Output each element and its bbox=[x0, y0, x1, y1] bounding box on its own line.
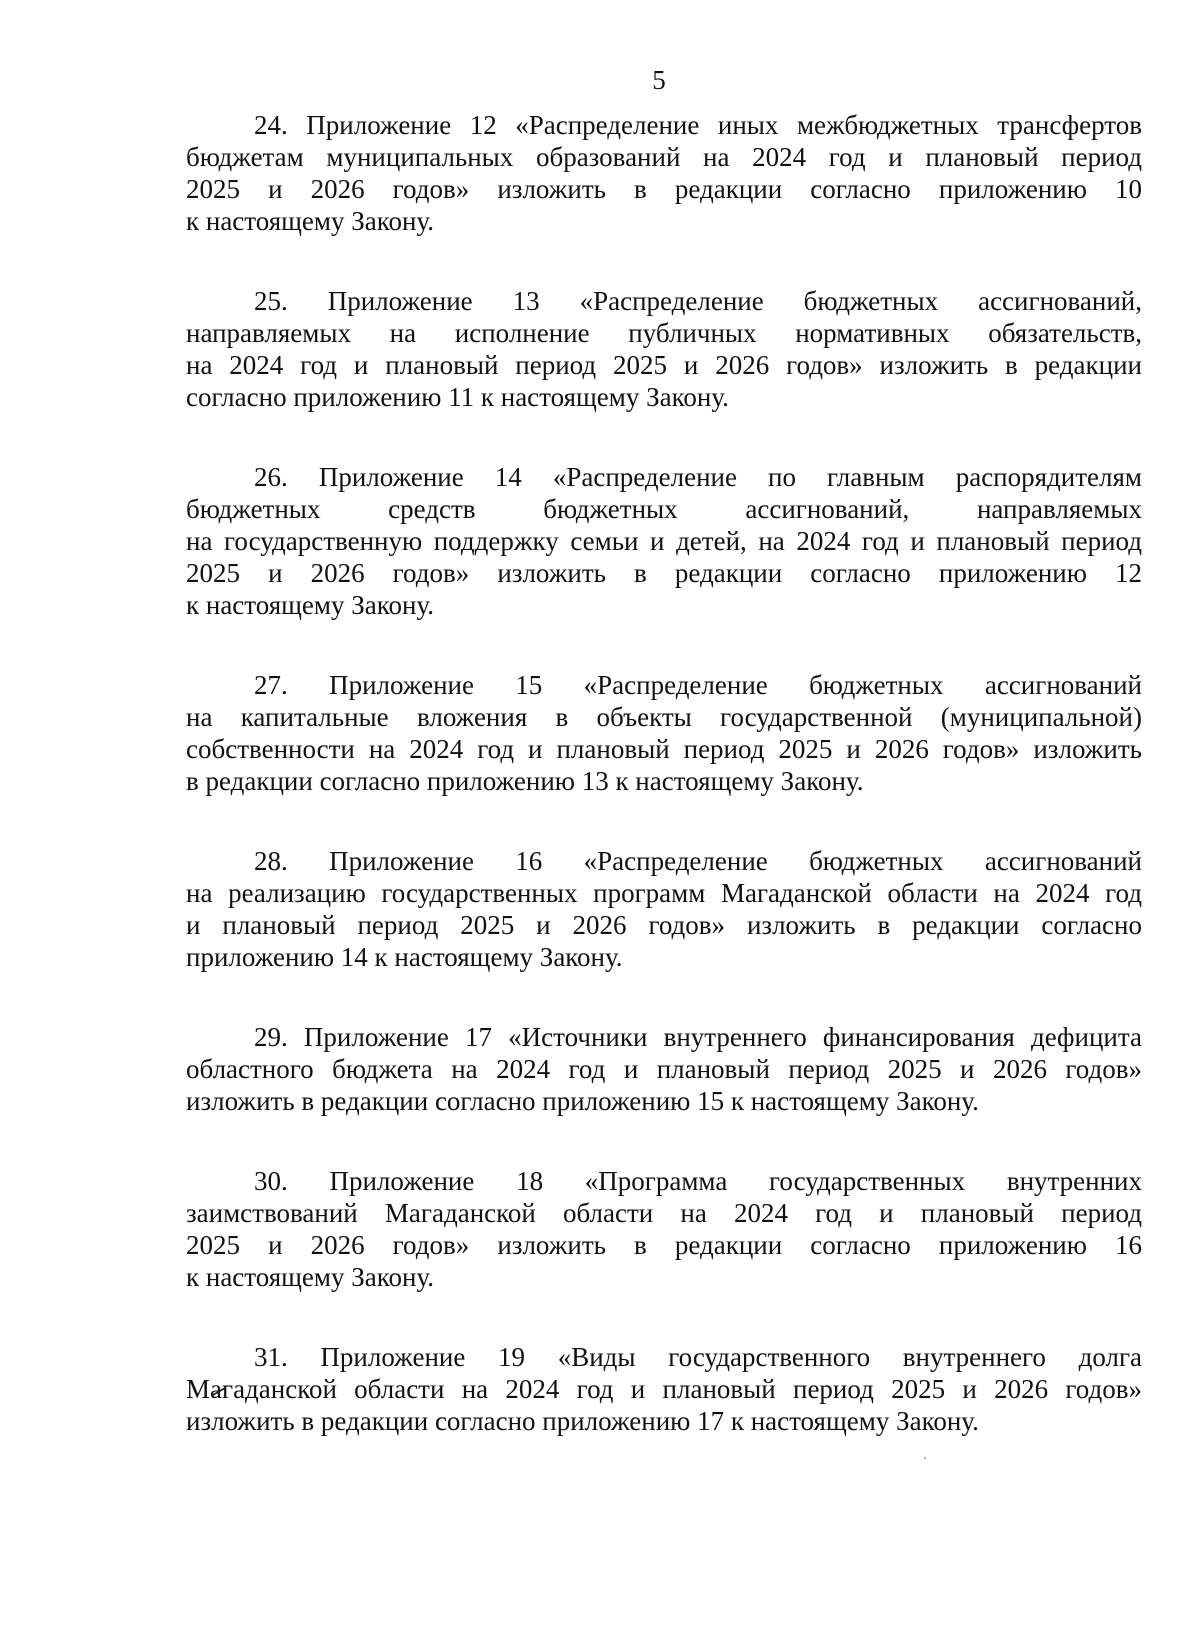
text-line: 2025 и 2026 годов» изложить в редакции согласно приложению 10 bbox=[186, 174, 1142, 204]
paragraph-item-31 bbox=[186, 1341, 1142, 1437]
text-line: 25. Приложение 13 «Распределение бюджетных ассигнований, bbox=[254, 286, 1142, 316]
text-line: на реализацию государственных программ Магаданской области на 2024 год bbox=[186, 878, 1142, 908]
text-line: 2025 и 2026 годов» изложить в редакции согласно приложению 16 bbox=[186, 1230, 1142, 1260]
paragraph-item-29 bbox=[186, 1021, 1142, 1117]
paragraph-item-25 bbox=[186, 285, 1142, 413]
text-line: к настоящему Закону. bbox=[186, 1262, 434, 1292]
document-body bbox=[186, 109, 1142, 1485]
text-line: приложению 14 к настоящему Закону. bbox=[186, 942, 623, 972]
text-line: на 2024 год и плановый период 2025 и 2026 годов» изложить в редакции bbox=[186, 350, 1142, 380]
text-line: к настоящему Закону. bbox=[186, 590, 434, 620]
text-line: 29. Приложение 17 «Источники внутреннего финансирования дефицита bbox=[254, 1022, 1142, 1052]
text-line: направляемых на исполнение публичных нормативных обязательств, bbox=[186, 318, 1142, 348]
text-line: в редакции согласно приложению 13 к настоящему Закону. bbox=[186, 766, 864, 796]
text-line: 28. Приложение 16 «Распределение бюджетных ассигнований bbox=[254, 846, 1142, 876]
paragraph-item-28 bbox=[186, 845, 1142, 973]
text-line: 30. Приложение 18 «Программа государственных внутренних bbox=[254, 1166, 1142, 1196]
text-line: и плановый период 2025 и 2026 годов» изложить в редакции согласно bbox=[186, 910, 1142, 940]
text-line: на капитальные вложения в объекты государственной (муниципальной) bbox=[186, 702, 1142, 732]
paragraph-item-27 bbox=[186, 669, 1142, 797]
text-line: 31. Приложение 19 «Виды государственного внутреннего долга bbox=[254, 1342, 1142, 1372]
text-line: Магаданской области на 2024 год и плановый период 2025 и 2026 годов» bbox=[186, 1374, 1142, 1404]
paragraph-item-30 bbox=[186, 1165, 1142, 1293]
text-line: 2025 и 2026 годов» изложить в редакции согласно приложению 12 bbox=[186, 558, 1142, 588]
text-line: собственности на 2024 год и плановый период 2025 и 2026 годов» изложить bbox=[186, 734, 1142, 764]
text-line: бюджетам муниципальных образований на 2024 год и плановый период bbox=[186, 142, 1142, 172]
text-line: согласно приложению 11 к настоящему Закону. bbox=[186, 382, 729, 412]
pen-mark bbox=[212, 1386, 226, 1396]
paragraph-item-26 bbox=[186, 461, 1142, 621]
text-line: заимствований Магаданской области на 2024 год и плановый период bbox=[186, 1198, 1142, 1228]
text-line: областного бюджета на 2024 год и плановый период 2025 и 2026 годов» bbox=[186, 1054, 1142, 1084]
text-line: бюджетных средств бюджетных ассигнований, направляемых bbox=[186, 494, 1142, 524]
scan-speck bbox=[924, 1457, 926, 1459]
text-line: изложить в редакции согласно приложению 15 к настоящему Закону. bbox=[186, 1086, 979, 1116]
text-line: 24. Приложение 12 «Распределение иных межбюджетных трансфертов bbox=[254, 110, 1142, 140]
text-line: изложить в редакции согласно приложению 17 к настоящему Закону. bbox=[186, 1406, 979, 1436]
text-line: на государственную поддержку семьи и детей, на 2024 год и плановый период bbox=[186, 526, 1142, 556]
text-line: 27. Приложение 15 «Распределение бюджетных ассигнований bbox=[254, 670, 1142, 700]
paragraph-item-24 bbox=[186, 109, 1142, 237]
text-line: к настоящему Закону. bbox=[186, 206, 434, 236]
text-line: 26. Приложение 14 «Распределение по главным распорядителям bbox=[254, 462, 1142, 492]
page-number: 5 bbox=[652, 65, 666, 95]
